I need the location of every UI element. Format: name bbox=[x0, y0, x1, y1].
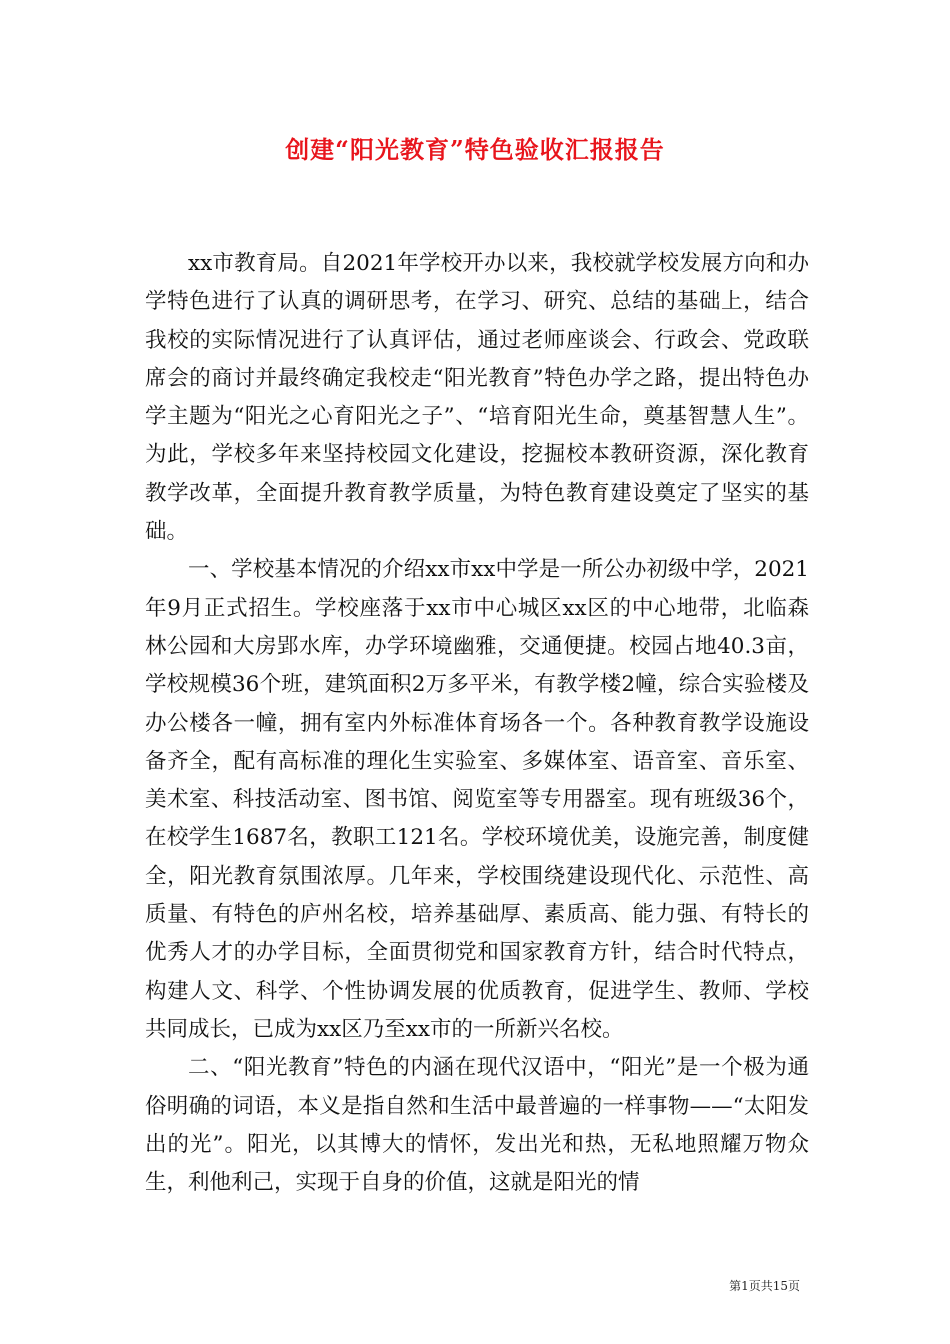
paragraph-section-1: 一、学校基本情况的介绍xx市xx中学是一所公办初级中学，2021年9月正式招生。学校座落于xx市中心城区xx区的中心地带，北临森林公园和大房郢水库，办学环境幽雅，交通便捷。校园占地40.3亩，学校规模36个班，建筑面积2万多平米，有教学楼2幢，综合实验楼及办公楼各一幢，拥有室内外标准体育场各一个。各种教育教学设施设备齐全，配有高标准的理化生实验室、多媒体室、语音室、音乐室、美术室、科技活动室、图书馆、阅览室等专用器室。现有班级36个，在校学生1687名，教职工121名。学校环境优美，设施完善，制度健全，阳光教育氛围浓厚。几年来，学校围绕建设现代化、示范性、高质量、有特色的庐州名校，培养基础厚、素质高、能力强、有特长的优秀人才的办学目标，全面贯彻党和国家教育方针，结合时代特点，构建人文、科学、个性协调发展的优质教育，促进学生、教师、学校共同成长，已成为xx区乃至xx市的一所新兴名校。 bbox=[145, 557, 809, 1042]
document-body bbox=[145, 245, 809, 1202]
page-number: 第1页共15页 bbox=[729, 1279, 800, 1293]
paragraph-section-2: 二、“阳光教育”特色的内涵在现代汉语中，“阳光”是一个极为通俗明确的词语，本义是指自然和生活中最普遍的一样事物——“太阳发出的光”。阳光，以其博大的情怀，发出光和热，无私地照耀万物众生，利他利己，实现于自身的价值，这就是阳光的情 bbox=[145, 1055, 809, 1196]
document-title: 创建“阳光教育”特色验收汇报报告 bbox=[285, 135, 665, 164]
paragraph-intro: xx市教育局。自2021年学校开办以来，我校就学校发展方向和办学特色进行了认真的调研思考，在学习、研究、总结的基础上，结合我校的实际情况进行了认真评估，通过老师座谈会、行政会、党政联席会的商讨并最终确定我校走“阳光教育”特色办学之路，提出特色办学主题为“阳光之心育阳光之子”、“培育阳光生命，奠基智慧人生”。为此，学校多年来坚持校园文化建设，挖掘校本教研资源，深化教育教学改革，全面提升教育教学质量，为特色教育建设奠定了坚实的基础。 bbox=[145, 251, 809, 545]
